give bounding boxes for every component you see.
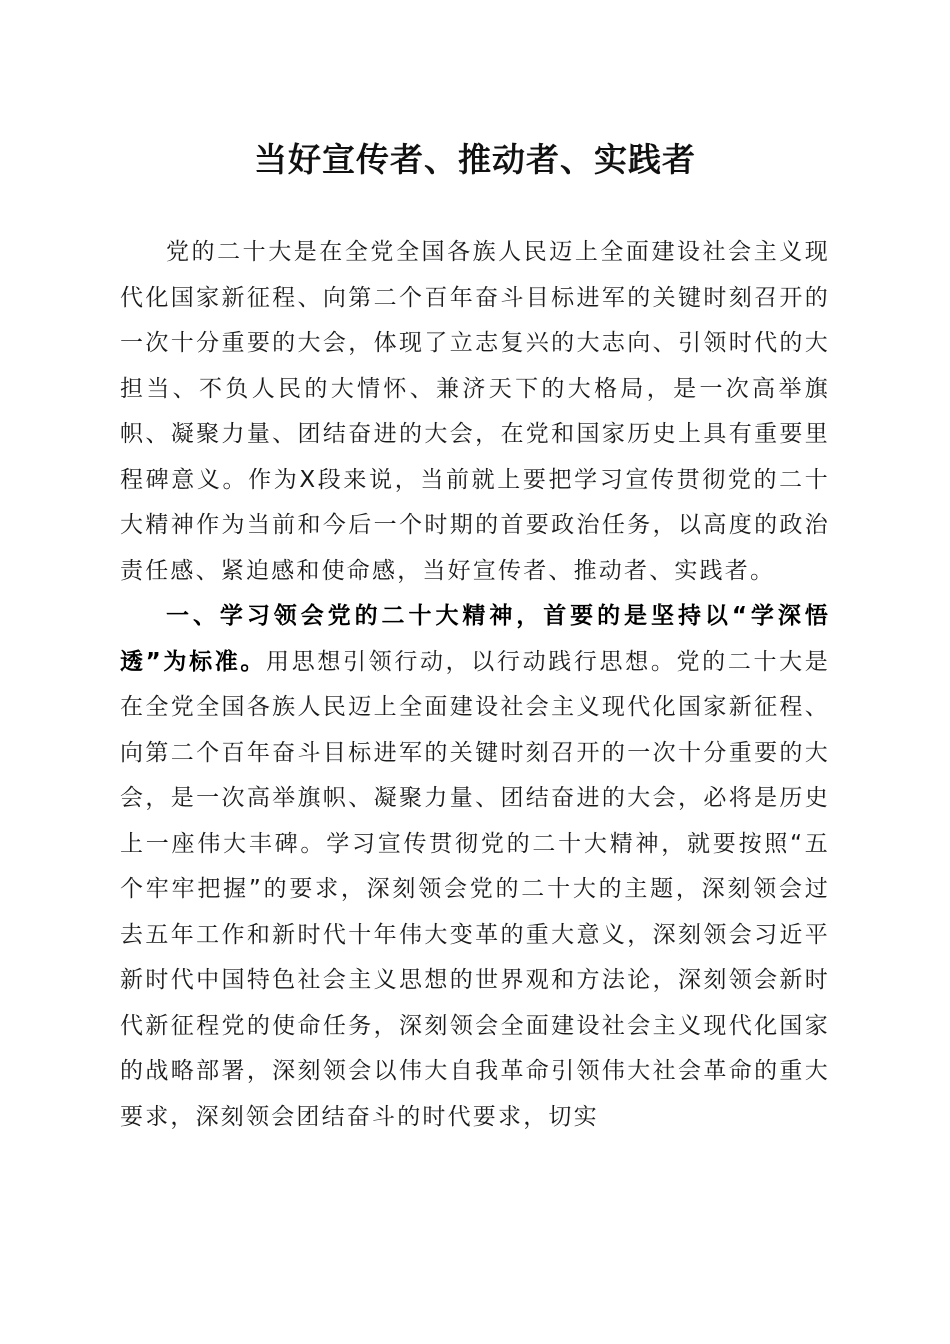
section-1-body: 用思想引领行动，以行动践行思想。党的二十大是在全党全国各族人民迈上全面建设社会主义现代化国家新征程、向第二个百年奋斗目标进军的关键时刻召开的一次十分重要的大会，是一次高举旗帜、凝聚力量、团结奋进的大会，必将是历史上一座伟大丰碑。学习宣传贯彻党的二十大精神，就要按照“五个牢牢把握”的要求，深刻领会党的二十大的主题，深刻领会过去五年工作和新时代十年伟大变革的重大意义，深刻领会习近平新时代中国特色社会主义思想的世界观和方法论，深刻领会新时代新征程党的使命任务，深刻领会全面建设社会主义现代化国家的战略部署，深刻领会以伟大自我革命引领伟大社会革命的重大要求，深刻领会团结奋斗的时代要求，切实 <box>120 648 830 1130</box>
intro-paragraph: 党的二十大是在全党全国各族人民迈上全面建设社会主义现代化国家新征程、向第二个百年奋斗目标进军的关键时刻召开的一次十分重要的大会，体现了立志复兴的大志向、引领时代的大担当、不负人民的大情怀、兼济天下的大格局，是一次高举旗帜、凝聚力量、团结奋进的大会，在党和国家历史上具有重要里程碑意义。作为X段来说，当前就上要把学习宣传贯彻党的二十大精神作为当前和今后一个时期的首要政治任务，以高度的政治责任感、紧迫感和使命感，当好宣传者、推动者、实践者。 <box>120 239 830 584</box>
section-1-paragraph <box>120 594 830 1140</box>
document-title: 当好宣传者、推动者、实践者 <box>254 140 696 179</box>
section-1-heading: 一、学习领会党的二十大精神，首要的是坚持以“学深悟透”为标准。 <box>120 603 830 675</box>
document-body <box>120 230 830 1140</box>
